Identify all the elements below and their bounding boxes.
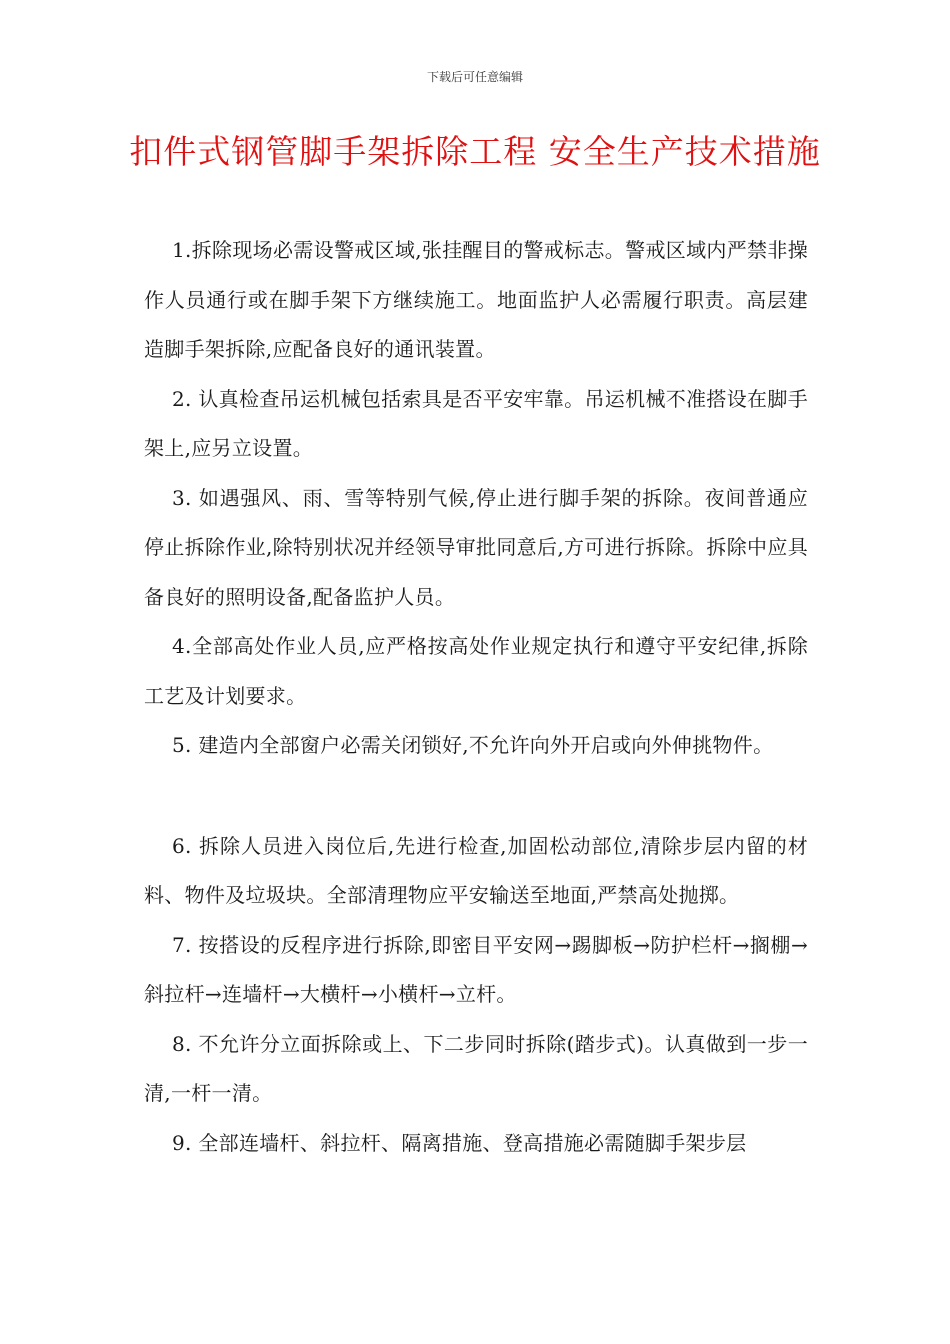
paragraph-7: 7. 按搭设的反程序进行拆除,即密目平安网→踢脚板→防护栏杆→搁棚→斜拉杆→连墙杆→大横杆→小横杆→立杆。 <box>144 932 808 1006</box>
paragraph-3: 3. 如遇强风、雨、雪等特别气候,停止进行脚手架的拆除。夜间普通应停止拆除作业,除特别状况并经领导审批同意后,方可进行拆除。拆除中应具备良好的照明设备,配备监护人员。 <box>144 485 808 609</box>
document-title: 扣件式钢管脚手架拆除工程 安全生产技术措施 <box>129 132 821 171</box>
paragraph-2: 2. 认真检查吊运机械包括索具是否平安牢靠。吊运机械不准搭设在脚手架上,应另立设置。 <box>144 386 808 460</box>
paragraph-5: 5. 建造内全部窗户必需关闭锁好,不允许向外开启或向外伸挑物件。 <box>172 733 774 757</box>
paragraph-1: 1.拆除现场必需设警戒区域,张挂醒目的警戒标志。警戒区域内严禁非操作人员通行或在脚手架下方继续施工。地面监护人必需履行职责。高层建造脚手架拆除,应配备良好的通讯装置。 <box>144 238 808 361</box>
paragraph-9: 9. 全部连墙杆、斜拉杆、隔离措施、登高措施必需随脚手架步层 <box>172 1130 747 1155</box>
paragraph-4: 4.全部高处作业人员,应严格按高处作业规定执行和遵守平安纪律,拆除工艺及计划要求。 <box>144 634 808 708</box>
paragraph-8: 8. 不允许分立面拆除或上、下二步同时拆除(踏步式)。认真做到一步一清,一杆一清。 <box>144 1031 808 1105</box>
header-note: 下载后可任意编辑 <box>426 70 523 84</box>
document-body <box>144 226 808 1168</box>
paragraph-6: 6. 拆除人员进入岗位后,先进行检查,加固松动部位,清除步层内留的材料、物件及垃圾块。全部清理物应平安输送至地面,严禁高处抛掷。 <box>144 833 808 907</box>
